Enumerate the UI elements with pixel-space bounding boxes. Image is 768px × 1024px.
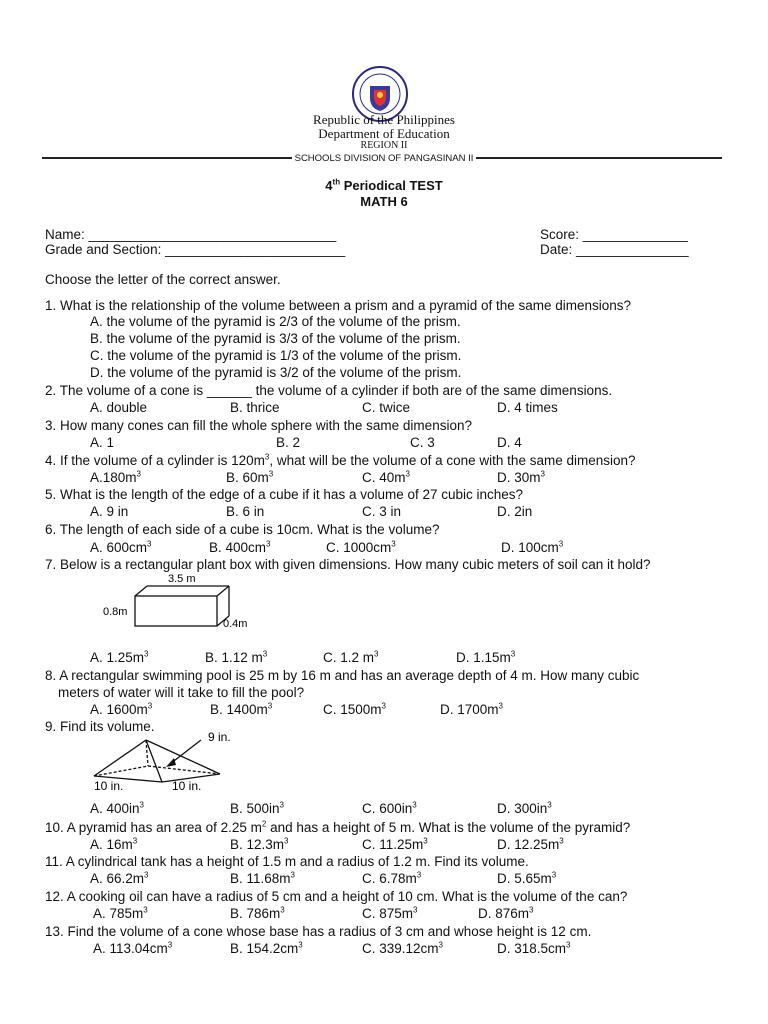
question-4: 4. If the volume of a cylinder is $120m^3$, what will be the volume of a cone with the same dimension? (45, 452, 636, 468)
region-name: REGION II (360, 140, 408, 151)
box-length-label: 3.5 m (168, 573, 196, 585)
q9-choice-d[interactable]: D. $300in^3$ (497, 800, 552, 816)
q9-choice-b[interactable]: B. $500in^3$ (230, 800, 284, 816)
question-9: 9. Find its volume. (45, 719, 155, 734)
q3-choice-d[interactable]: D. 4 (497, 435, 522, 450)
q2-choice-d[interactable]: D. 4 times (497, 400, 558, 415)
q1-choice-d[interactable]: D. the volume of the pyramid is 3/2 of the volume of the prism. (90, 365, 462, 380)
box-width-label: 0.4m (223, 618, 248, 630)
test-title: 4th Periodical TEST (325, 177, 443, 193)
q8-choice-d[interactable]: D. $1700m^3$ (440, 701, 503, 717)
question-8: 8. A rectangular swimming pool is 25 m by 16 m and has an average depth of 4 m. How many cubic (45, 668, 640, 683)
q7-choice-a[interactable]: A. $1.25m^3$ (90, 649, 149, 665)
question-6: 6. The length of each side of a cube is 10cm. What is the volume? (45, 522, 440, 537)
q3-choice-a[interactable]: A. 1 (90, 435, 115, 450)
q4-choice-b[interactable]: B. $60m^3$ (226, 469, 274, 485)
q6-choice-a[interactable]: A. $600cm^3$ (90, 539, 152, 555)
q9-choice-c[interactable]: C. $600in^3$ (362, 800, 417, 816)
q2-choice-a[interactable]: A. double (90, 400, 148, 415)
q13-choice-c[interactable]: C. $339.12cm^3$ (362, 940, 443, 956)
question-7: 7. Below is a rectangular plant box with given dimensions. How many cubic meters of soil can it hold? (45, 557, 651, 572)
division-name: SCHOOLS DIVISION OF PANGASINAN II (0, 153, 768, 164)
q3-choice-c[interactable]: C. 3 (410, 435, 435, 450)
q11-choice-a[interactable]: A. $66.2m^3$ (90, 870, 149, 886)
subject-title: MATH 6 (360, 194, 408, 209)
pyramid-base-label-1: 10 in. (94, 779, 124, 793)
department-name: Department of Education (318, 126, 450, 141)
q10-choice-a[interactable]: A. $16m^3$ (90, 836, 138, 852)
question-5: 5. What is the length of the edge of a cube if it has a volume of 27 cubic inches? (45, 487, 524, 502)
date-field[interactable]: Date: _______________ (540, 242, 689, 257)
q6-choice-b[interactable]: B. $400cm^3$ (209, 539, 271, 555)
q6-choice-c[interactable]: C. $1000cm^3$ (326, 539, 396, 555)
q4-choice-c[interactable]: C. $40m^3$ (362, 469, 410, 485)
q8-choice-b[interactable]: B. $1400m^3$ (210, 701, 273, 717)
question-10: 10. A pyramid has an area of 2.25 $m^2$ and has a height of 5 m. What is the volume of the pyramid? (45, 819, 631, 835)
q7-choice-d[interactable]: D. $1.15m^3$ (456, 649, 516, 665)
q13-choice-a[interactable]: A. $113.04cm^3$ (93, 940, 173, 956)
q4-choice-d[interactable]: D. $30m^3$ (497, 469, 545, 485)
plant-box-figure (100, 572, 260, 634)
box-height-label: 0.8m (103, 606, 128, 618)
score-field[interactable]: Score: ______________ (540, 227, 688, 242)
q5-choice-a[interactable]: A. 9 in (90, 504, 129, 519)
q10-choice-c[interactable]: C. $11.25m^3$ (362, 836, 428, 852)
q12-choice-a[interactable]: A. $785m^3$ (93, 905, 148, 921)
q1-choice-a[interactable]: A. the volume of the pyramid is 2/3 of the volume of the prism. (90, 314, 461, 329)
pyramid-figure (88, 730, 248, 794)
q10-choice-d[interactable]: D. $12.25m^3$ (497, 836, 564, 852)
q8-choice-c[interactable]: C. $1500m^3$ (323, 701, 386, 717)
q5-choice-c[interactable]: C. 3 in (362, 504, 402, 519)
q2-choice-b[interactable]: B. thrice (230, 400, 280, 415)
question-11: 11. A cylindrical tank has a height of 1.5 m and a radius of 1.2 m. Find its volume. (45, 854, 529, 869)
q8-choice-a[interactable]: A. $1600m^3$ (90, 701, 153, 717)
q1-choice-b[interactable]: B. the volume of the pyramid is 3/3 of the volume of the prism. (90, 331, 461, 346)
q7-choice-b[interactable]: B. 1.12 $m^3$ (205, 649, 268, 665)
q12-choice-c[interactable]: C. $875m^3$ (362, 905, 418, 921)
q3-choice-b[interactable]: B. 2 (276, 435, 301, 450)
question-3: 3. How many cones can fill the whole sphere with the same dimension? (45, 418, 472, 433)
q12-choice-d[interactable]: D. $876m^3$ (478, 905, 534, 921)
question-13: 13. Find the volume of a cone whose base has a radius of 3 cm and whose height is 12 cm. (45, 924, 592, 939)
q5-choice-b[interactable]: B. 6 in (226, 504, 265, 519)
q13-choice-b[interactable]: B. $154.2cm^3$ (230, 940, 303, 956)
q11-choice-c[interactable]: C. $6.78m^3$ (362, 870, 422, 886)
q9-choice-a[interactable]: A. $400in^3$ (90, 800, 144, 816)
question-12: 12. A cooking oil can have a radius of 5 cm and a height of 10 cm. What is the volume of the can? (45, 889, 628, 904)
question-1: 1. What is the relationship of the volume between a prism and a pyramid of the same dimensions? (45, 298, 632, 313)
q11-choice-b[interactable]: B. $11.68m^3$ (230, 870, 295, 886)
question-8-cont: meters of water will it take to fill the pool? (58, 685, 305, 700)
country-name: Republic of the Philippines (313, 112, 455, 127)
q10-choice-b[interactable]: B. $12.3m^3$ (230, 836, 289, 852)
q11-choice-d[interactable]: D. $5.65m^3$ (497, 870, 557, 886)
q6-choice-d[interactable]: D. $100cm^3$ (501, 539, 564, 555)
q1-choice-c[interactable]: C. the volume of the pyramid is 1/3 of the volume of the prism. (90, 348, 462, 363)
pyramid-height-label: 9 in. (208, 730, 231, 744)
name-field[interactable]: Name: _________________________________ (45, 227, 337, 242)
q4-choice-a[interactable]: $A.180m^3$ (90, 469, 141, 485)
q7-choice-c[interactable]: C. 1.2 $m^3$ (323, 649, 379, 665)
instructions: Choose the letter of the correct answer. (45, 272, 281, 287)
grade-section-field[interactable]: Grade and Section: ________________________ (45, 242, 346, 257)
question-2: 2. The volume of a cone is ______ the volume of a cylinder if both are of the same dimensions. (45, 383, 613, 398)
q12-choice-b[interactable]: B. $786m^3$ (230, 905, 285, 921)
q2-choice-c[interactable]: C. twice (362, 400, 411, 415)
pyramid-base-label-2: 10 in. (172, 779, 202, 793)
q13-choice-d[interactable]: D. $318.5cm^3$ (497, 940, 571, 956)
q5-choice-d[interactable]: D. 2in (497, 504, 533, 519)
